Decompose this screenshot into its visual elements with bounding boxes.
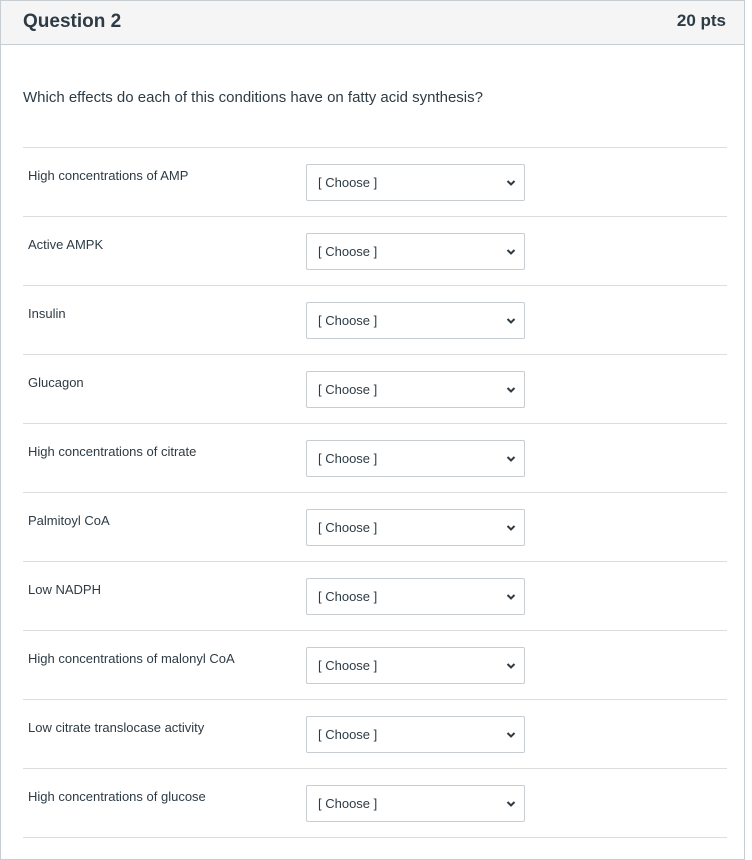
select-value: [ Choose ] — [318, 313, 378, 328]
answer-row-citrate — [23, 424, 727, 493]
chevron-down-icon — [506, 661, 516, 671]
select-value: [ Choose ] — [318, 175, 378, 190]
select-value: [ Choose ] — [318, 658, 378, 673]
answer-select[interactable] — [306, 509, 525, 546]
answer-select[interactable] — [306, 302, 525, 339]
answer-select[interactable] — [306, 716, 525, 753]
answer-row-ampk — [23, 217, 727, 286]
answer-label: Palmitoyl CoA — [28, 513, 110, 528]
chevron-down-icon — [506, 454, 516, 464]
chevron-down-icon — [506, 385, 516, 395]
answer-label: Low NADPH — [28, 582, 101, 597]
question-title: Question 2 — [23, 11, 122, 32]
chevron-down-icon — [506, 316, 516, 326]
answer-label: High concentrations of malonyl CoA — [28, 651, 235, 666]
select-value: [ Choose ] — [318, 451, 378, 466]
answer-row-malonyl-coa — [23, 631, 727, 700]
select-value: [ Choose ] — [318, 382, 378, 397]
answer-row-nadph — [23, 562, 727, 631]
answer-select[interactable] — [306, 785, 525, 822]
chevron-down-icon — [506, 178, 516, 188]
chevron-down-icon — [506, 799, 516, 809]
answer-select[interactable] — [306, 233, 525, 270]
answer-row-citrate-translocase — [23, 700, 727, 769]
question-header — [1, 1, 744, 45]
question-text: Which effects do each of this conditions have on fatty acid synthesis? — [23, 89, 483, 106]
answer-row-glucose — [23, 769, 727, 838]
chevron-down-icon — [506, 730, 516, 740]
select-value: [ Choose ] — [318, 796, 378, 811]
answer-row-insulin — [23, 286, 727, 355]
answer-select[interactable] — [306, 164, 525, 201]
question-points: 20 pts — [676, 11, 726, 30]
answer-row-glucagon — [23, 355, 727, 424]
answer-label: Glucagon — [28, 375, 84, 390]
answer-label: Active AMPK — [28, 237, 104, 252]
answer-select[interactable] — [306, 647, 525, 684]
answer-label: High concentrations of AMP — [28, 168, 189, 183]
answer-label: Low citrate translocase activity — [28, 720, 205, 735]
select-value: [ Choose ] — [318, 727, 378, 742]
answer-select[interactable] — [306, 440, 525, 477]
answer-select[interactable] — [306, 371, 525, 408]
answer-row-palmitoyl-coa — [23, 493, 727, 562]
select-value: [ Choose ] — [318, 244, 378, 259]
answer-label: High concentrations of citrate — [28, 444, 197, 459]
answer-list — [23, 147, 727, 838]
answer-label: High concentrations of glucose — [28, 789, 206, 804]
answer-label: Insulin — [28, 306, 66, 321]
select-value: [ Choose ] — [318, 520, 378, 535]
chevron-down-icon — [506, 523, 516, 533]
chevron-down-icon — [506, 247, 516, 257]
select-value: [ Choose ] — [318, 589, 378, 604]
chevron-down-icon — [506, 592, 516, 602]
answer-row-amp — [23, 148, 727, 217]
answer-select[interactable] — [306, 578, 525, 615]
